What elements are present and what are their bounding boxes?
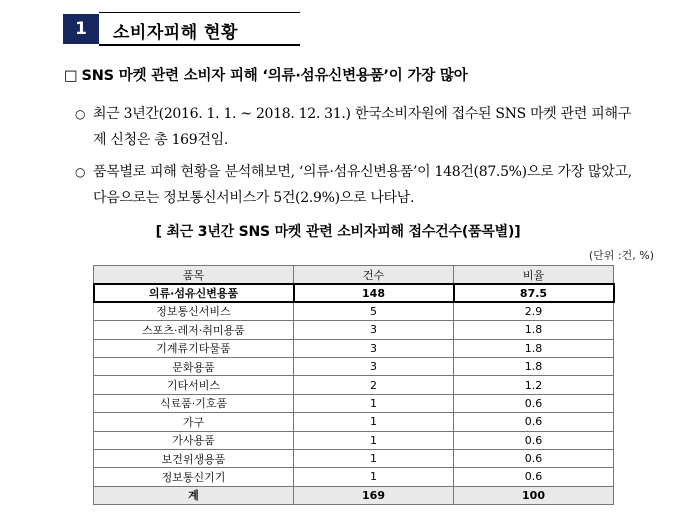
header-ratio: 비율 — [454, 266, 614, 284]
cell-count: 1 — [294, 468, 454, 486]
section-rule-top — [99, 12, 300, 13]
cell-count: 148 — [294, 284, 454, 302]
cell-total-count: 169 — [294, 486, 454, 504]
table-row — [94, 339, 614, 357]
cell-item: 정보통신서비스 — [94, 302, 294, 320]
table-row — [94, 449, 614, 467]
cell-item: 기계류기타물품 — [94, 339, 294, 357]
cell-item: 기타서비스 — [94, 376, 294, 394]
table-row — [94, 431, 614, 449]
cell-ratio: 0.6 — [454, 394, 614, 412]
cell-item: 가구 — [94, 413, 294, 431]
table-row — [94, 357, 614, 375]
cell-ratio: 1.8 — [454, 357, 614, 375]
cell-item: 의류·섬유신변용품 — [94, 284, 294, 302]
cell-item: 가사용품 — [94, 431, 294, 449]
cell-count: 1 — [294, 394, 454, 412]
table-unit-note: (단위 :건, %) — [588, 249, 654, 262]
cell-item: 문화용품 — [94, 357, 294, 375]
table-title: [ 최근 3년간 SNS 마켓 관련 소비자피해 접수건수(품목별)] — [155, 224, 521, 240]
checkbox-square-icon: □ — [64, 68, 78, 84]
section-rule-bottom — [99, 44, 300, 46]
cell-item: 정보통신기기 — [94, 468, 294, 486]
headline-text: SNS 마켓 관련 소비자 피해 ‘의류·섬유신변용품’이 가장 많아 — [81, 68, 468, 84]
cell-ratio: 87.5 — [454, 284, 614, 302]
cell-ratio: 2.9 — [454, 302, 614, 320]
bullet-item-2 — [75, 159, 635, 211]
cell-count: 3 — [294, 339, 454, 357]
complaints-table — [93, 265, 614, 505]
table-row — [94, 413, 614, 431]
bullet-text: 최근 3년간(2016. 1. 1. ~ 2018. 12. 31.) 한국소비자원에 접수된 SNS 마켓 관련 피해구제 신청은 총 169건임. — [93, 106, 631, 148]
cell-count: 3 — [294, 357, 454, 375]
table-row — [94, 376, 614, 394]
table-row-highlighted — [94, 284, 614, 302]
cell-item: 보건위생용품 — [94, 449, 294, 467]
table-row — [94, 468, 614, 486]
cell-ratio: 0.6 — [454, 449, 614, 467]
table-total-row — [94, 486, 614, 504]
cell-count: 2 — [294, 376, 454, 394]
table-header-row — [94, 266, 614, 284]
cell-ratio: 1.8 — [454, 321, 614, 339]
bullet-item-1 — [75, 101, 635, 153]
cell-ratio: 0.6 — [454, 468, 614, 486]
circle-bullet-icon: ○ — [75, 107, 86, 121]
circle-bullet-icon: ○ — [75, 165, 86, 179]
header-count: 건수 — [294, 266, 454, 284]
section-header — [63, 12, 300, 46]
headline — [64, 64, 468, 85]
cell-ratio: 1.2 — [454, 376, 614, 394]
cell-total-label: 계 — [94, 486, 294, 504]
table-row — [94, 321, 614, 339]
header-item: 품목 — [94, 266, 294, 284]
cell-total-ratio: 100 — [454, 486, 614, 504]
cell-ratio: 0.6 — [454, 413, 614, 431]
section-title: 소비자피해 현황 — [113, 23, 238, 43]
section-number-badge: 1 — [63, 14, 99, 44]
cell-count: 1 — [294, 413, 454, 431]
cell-ratio: 1.8 — [454, 339, 614, 357]
cell-count: 1 — [294, 449, 454, 467]
table-row — [94, 394, 614, 412]
bullet-text: 품목별로 피해 현황을 분석해보면, ‘의류·섬유신변용품’이 148건(87.5%)으로 가장 많았고, 다음으로는 정보통신서비스가 5건(2.9%)으로 나타남. — [93, 164, 632, 206]
table-row — [94, 302, 614, 320]
cell-count: 3 — [294, 321, 454, 339]
cell-ratio: 0.6 — [454, 431, 614, 449]
cell-count: 5 — [294, 302, 454, 320]
cell-item: 스포츠·레저·취미용품 — [94, 321, 294, 339]
cell-item: 식료품·기호품 — [94, 394, 294, 412]
cell-count: 1 — [294, 431, 454, 449]
